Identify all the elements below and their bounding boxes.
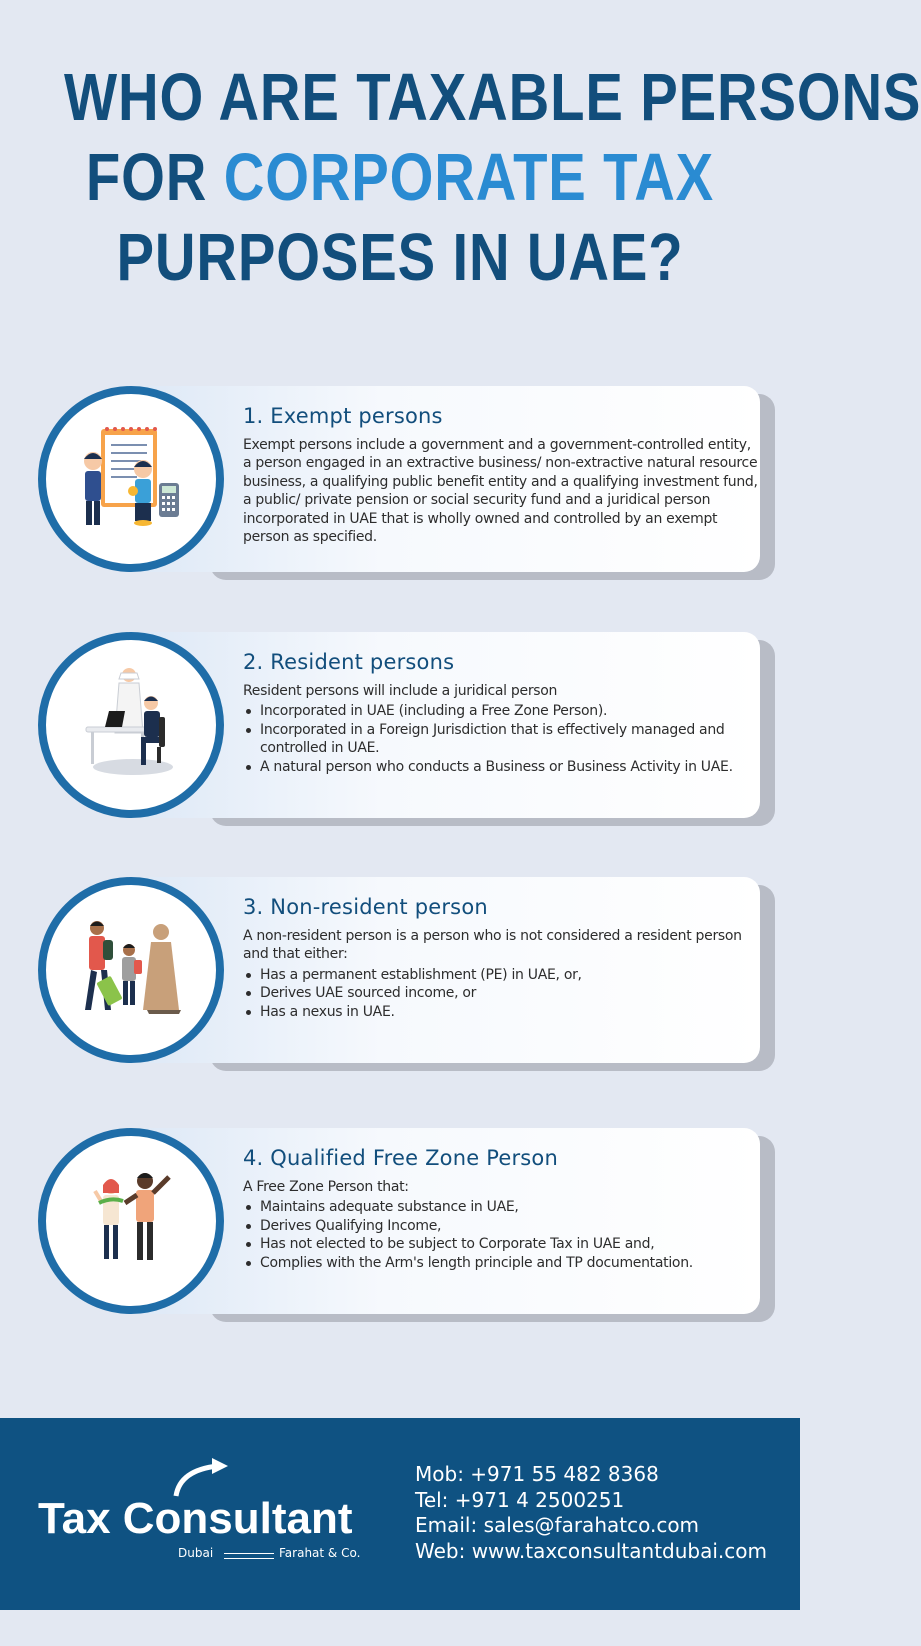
- logo-wordmark: Tax Consultant: [38, 1494, 353, 1543]
- card-qualified-free-zone-person: [0, 1128, 800, 1328]
- card-content: [243, 404, 758, 546]
- bullet-list: [243, 702, 758, 776]
- title-highlight: CORPORATE TAX: [223, 140, 715, 215]
- card-exempt-persons: [0, 386, 800, 586]
- logo-left-text: Dubai: [178, 1546, 214, 1560]
- card-text: A Free Zone Person that:: [243, 1179, 409, 1195]
- bullet-item: Incorporated in UAE (including a Free Zone Person).: [243, 702, 758, 720]
- illustration-circle: [38, 1128, 224, 1314]
- illustration-circle: [38, 386, 224, 572]
- page-title: [64, 58, 921, 298]
- bullet-item: A natural person who conducts a Business or Business Activity in UAE.: [243, 758, 758, 776]
- bullet-item: Maintains adequate substance in UAE,: [243, 1198, 758, 1216]
- bullet-list: [243, 1198, 758, 1272]
- card-title: 2. Resident persons: [243, 650, 455, 674]
- logo-right-text: Farahat & Co.: [279, 1546, 361, 1560]
- bullet-item: Has not elected to be subject to Corporate Tax in UAE and,: [243, 1235, 758, 1253]
- bullet-item: Complies with the Arm's length principle and TP documentation.: [243, 1254, 758, 1272]
- telephone-number[interactable]: Tel: +971 4 2500251: [415, 1487, 625, 1512]
- illustration-circle: [38, 632, 224, 818]
- card-text: Resident persons will include a juridical person: [243, 683, 558, 699]
- logo-arrow-icon: [166, 1458, 236, 1498]
- card-title: 3. Non-resident person: [243, 895, 488, 919]
- illustration-circle: [38, 877, 224, 1063]
- card-title: 4. Qualified Free Zone Person: [243, 1146, 558, 1170]
- card-text: Exempt persons include a government and a government-controlled entity, a person engaged in an extractive business/ non-extractive natural resource business, a qualifying public benefit entity and a qualifying investment fund, a public/ private pension or social security fund and a juridical person incorporated in UAE that is wholly owned and controlled by an exempt person as specified.: [243, 437, 758, 546]
- people-with-clipboard-and-calculator-icon: [71, 419, 191, 539]
- businessman-at-desk-icon: [71, 665, 191, 785]
- email-address[interactable]: Email: sales@farahatco.com: [415, 1513, 700, 1537]
- title-line-1: WHO ARE TAXABLE PERSONS: [64, 60, 921, 135]
- card-title: 1. Exempt persons: [243, 404, 443, 428]
- bullet-item: Has a nexus in UAE.: [243, 1003, 758, 1021]
- website-link[interactable]: Web: www.taxconsultantdubai.com: [415, 1538, 768, 1563]
- card-resident-persons: [0, 632, 800, 832]
- title-line-3: PURPOSES IN UAE?: [116, 220, 684, 295]
- contact-info: [415, 1462, 767, 1564]
- bullet-item: Incorporated in a Foreign Jurisdiction that is effectively managed and controlled in UAE.: [243, 721, 758, 758]
- two-people-celebrating-icon: [71, 1161, 191, 1281]
- card-non-resident-person: [0, 877, 800, 1077]
- bullet-item: Derives Qualifying Income,: [243, 1217, 758, 1235]
- card-content: [243, 650, 758, 776]
- card-content: [243, 895, 758, 1021]
- bullet-item: Derives UAE sourced income, or: [243, 984, 758, 1002]
- bullet-list: [243, 966, 758, 1021]
- travelers-with-luggage-icon: [71, 910, 191, 1030]
- mobile-number[interactable]: Mob: +971 55 482 8368: [415, 1462, 659, 1486]
- logo-divider: [224, 1553, 274, 1559]
- title-line-2-prefix: FOR: [85, 140, 224, 215]
- footer: [0, 1418, 800, 1610]
- company-logo: [38, 1458, 373, 1568]
- bullet-item: Has a permanent establishment (PE) in UAE, or,: [243, 966, 758, 984]
- title-line-2: [64, 138, 736, 218]
- card-text: A non-resident person is a person who is not considered a resident person and that either:: [243, 928, 742, 963]
- card-content: [243, 1146, 758, 1272]
